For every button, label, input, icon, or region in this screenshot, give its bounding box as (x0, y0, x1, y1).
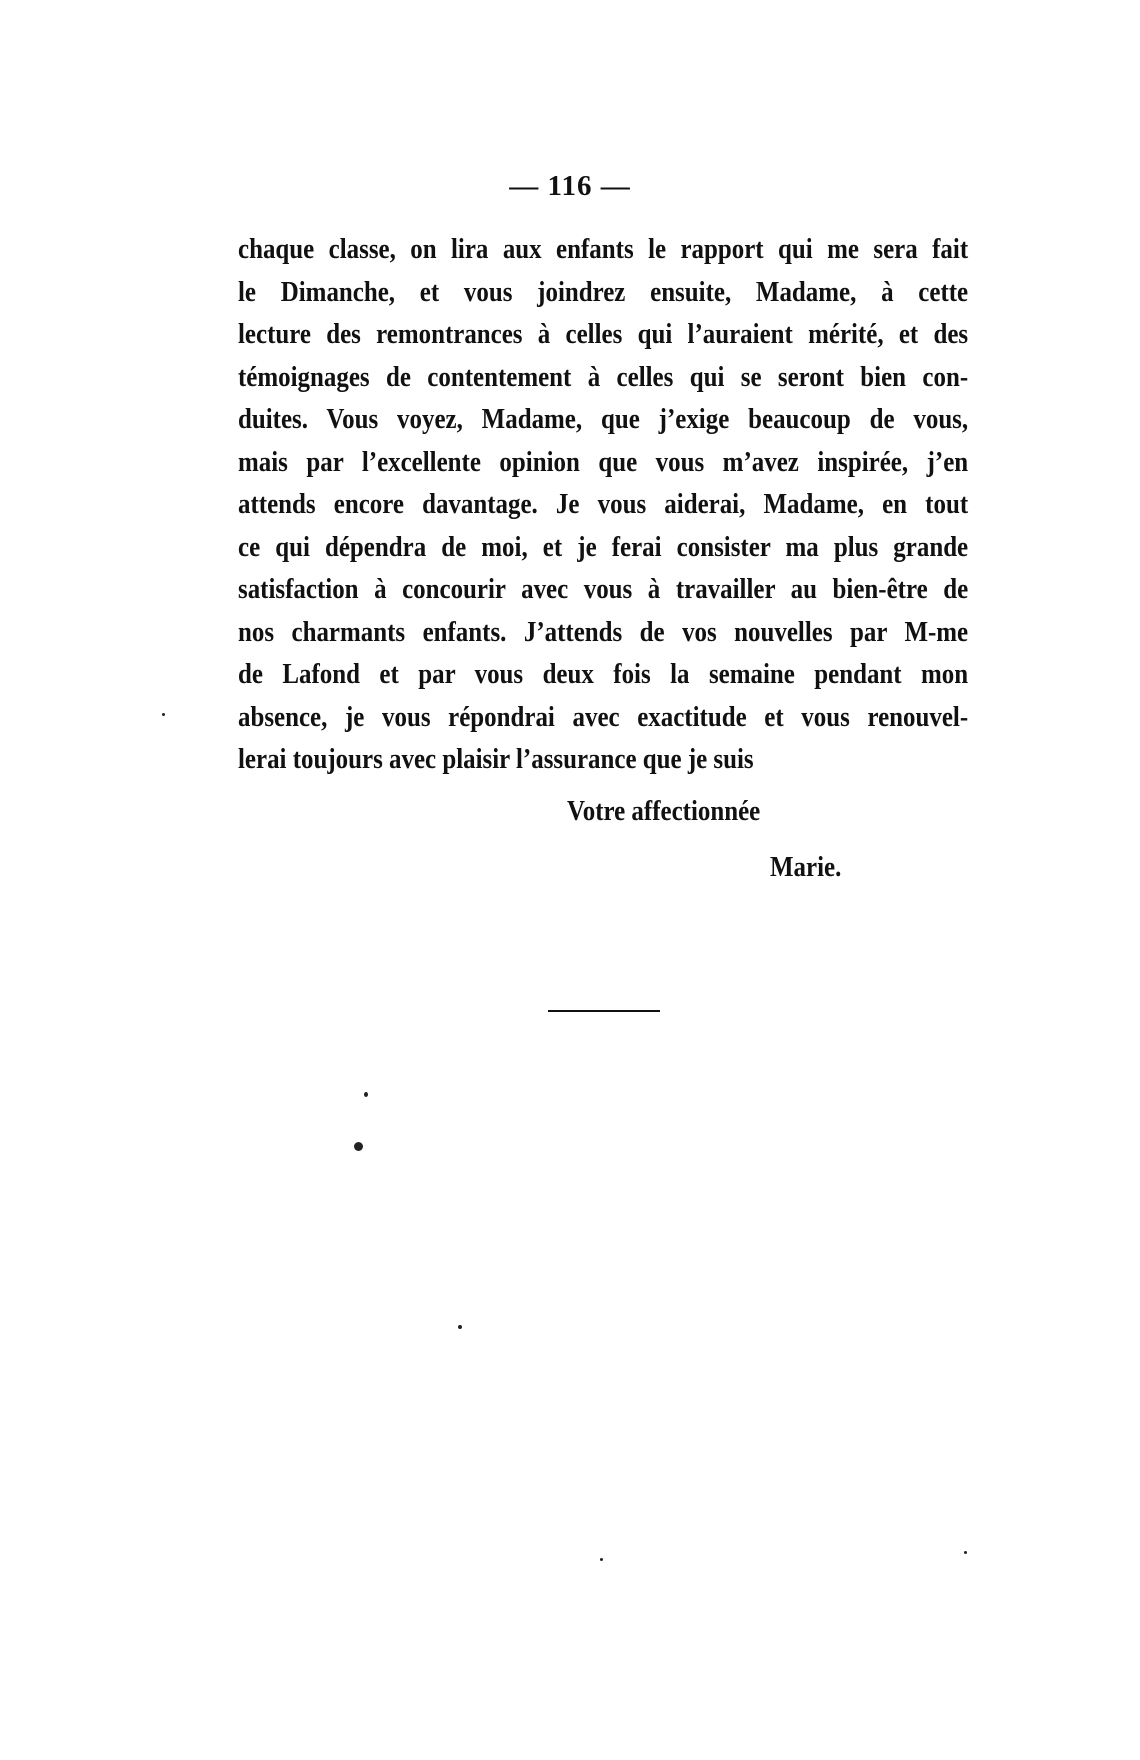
end-rule (548, 1010, 660, 1012)
text-line: lerai toujours avec plaisir l’assurance que je suis (238, 743, 754, 775)
text-line: nos charmants enfants. J’attends de vos nouvelles par M-me (238, 615, 969, 648)
text-line: de Lafond et par vous deux fois la semaine pendant mon (238, 658, 969, 690)
letter-body (238, 228, 968, 781)
text-line: satisfaction à concourir avec vous à travailler au bien-être de (238, 573, 969, 605)
text-line: attends encore davantage. Je vous aiderai, Madame, en tout (238, 488, 969, 520)
scan-speck (964, 1551, 967, 1554)
text-line: témoignages de contentement à celles qui se seront bien con- (238, 360, 969, 393)
scan-speck (458, 1325, 462, 1329)
text-line: ce qui dépendra de moi, et je ferai consister ma plus grande (238, 530, 969, 563)
scan-speck (364, 1092, 368, 1097)
text-line: duites. Vous voyez, Madame, que j’exige beaucoup de vous, (238, 403, 969, 435)
text-line: le Dimanche, et vous joindrez ensuite, Madame, à cette (238, 275, 969, 308)
closing-salutation: Votre affectionnée (567, 795, 761, 827)
scan-speck (354, 1142, 363, 1151)
page-number: — 116 — (509, 170, 631, 202)
signature: Marie. (770, 851, 842, 883)
text-line: chaque classe, on lira aux enfants le rapport qui me sera fait (238, 233, 969, 265)
scan-speck (162, 713, 165, 716)
scan-speck (600, 1558, 603, 1561)
text-line: lecture des remontrances à celles qui l’auraient mérité, et des (238, 318, 969, 350)
text-line: mais par l’excellente opinion que vous m’avez inspirée, j’en (238, 445, 969, 478)
text-line: absence, je vous répondrai avec exactitude et vous renouvel- (238, 700, 969, 733)
